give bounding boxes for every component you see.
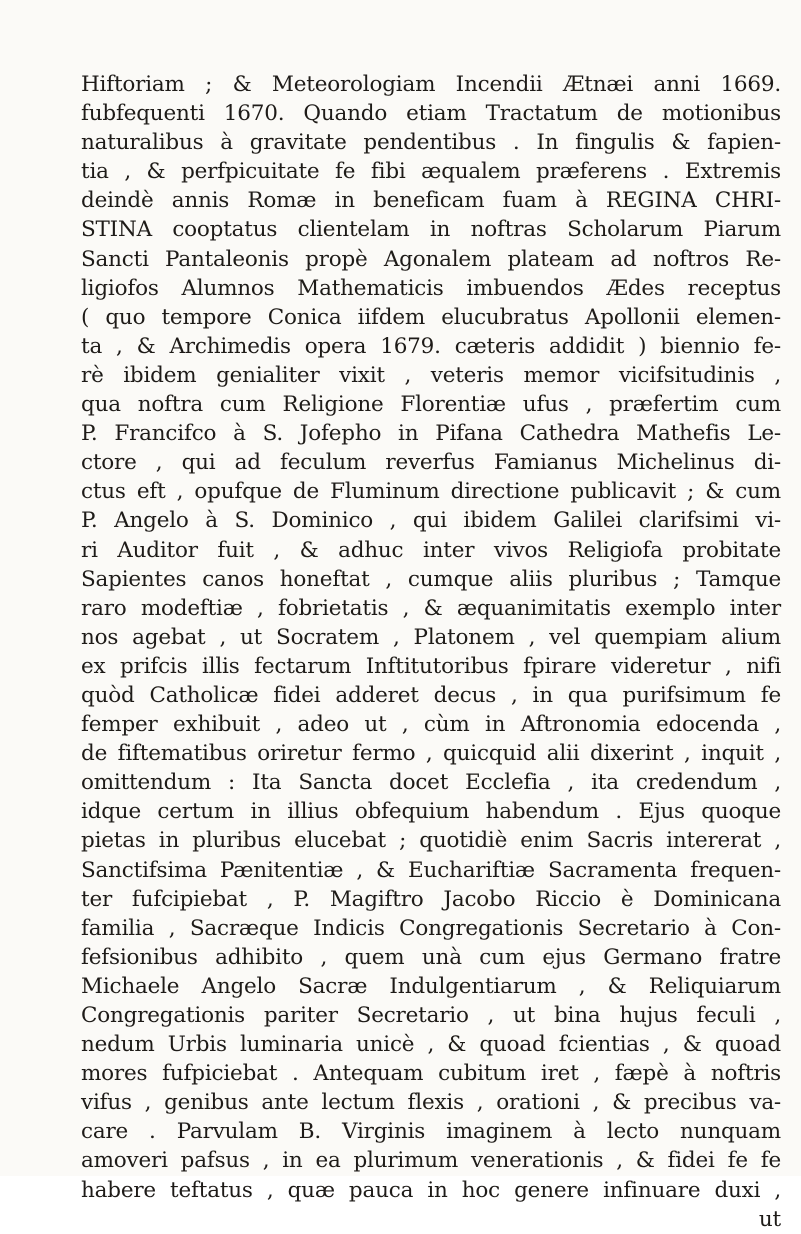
text-line: Hiftoriam ; & Meteorologiam Incendii Ætnæi anni 1669. [81,72,781,97]
text-line: mores fufpiciebat . Antequam cubitum iret , fæpè à noftris [81,1061,781,1087]
text-line: idque certum in illius obfequium habendum . Ejus quoque [81,799,781,825]
text-line: ter fufcipiebat , P. Magiftro Jacobo Riccio è Dominicana [81,886,781,912]
text-line: vifus , genibus ante lectum flexis , orationi , & precibus va- [81,1090,781,1116]
text-line: quòd Catholicæ fidei adderet decus , in qua purifsimum fe [81,682,781,708]
text-line: ( quo tempore Conica iifdem elucubratus Apollonii elemen- [81,304,781,330]
text-line: nos agebat , ut Socratem , Platonem , vel quempiam alium [81,624,781,650]
text-line: pietas in pluribus elucebat ; quotidiè enim Sacris intererat , [81,828,781,854]
text-line: Sapientes canos honeftat , cumque aliis pluribus ; Tamque [81,566,781,592]
catchword: ut [758,1206,781,1232]
text-line: fubfequenti 1670. Quando etiam Tractatum de motionibus [81,101,781,127]
text-line: rè ibidem genialiter vixit , veteris memor vicifsitudinis , [81,362,781,388]
text-line: habere teftatus , quæ pauca in hoc genere infinuare duxi , [81,1177,781,1203]
text-line: omittendum : Ita Sancta docet Ecclefia , ita credendum , [81,770,781,796]
text-line: naturalibus à gravitate pendentibus . In fingulis & fapien- [81,130,781,156]
text-line: Sanctifsima Pænitentiæ , & Euchariftiæ Sacramenta frequen- [81,857,781,883]
text-line: amoveri pafsus , in ea plurimum venerationis , & fidei fe fe [81,1148,781,1174]
text-line: P. Francifco à S. Jofepho in Pifana Cathedra Mathefis Le- [81,421,781,447]
text-line: Sancti Pantaleonis propè Agonalem plateam ad noftros Re- [81,246,781,272]
text-line: Congregationis pariter Secretario , ut bina hujus feculi , [81,1003,781,1028]
body-text [81,70,781,1234]
text-line: ligiofos Alumnos Mathematicis imbuendos Ædes receptus [81,275,781,301]
text-line: raro modeftiæ , fobrietatis , & æquanimitatis exemplo inter [81,595,781,621]
text-line: qua noftra cum Religione Florentiæ ufus , præfertim cum [81,392,781,418]
text-line: ri Auditor fuit , & adhuc inter vivos Religiofa probitate [81,537,781,563]
text-line: Michaele Angelo Sacræ Indulgentiarum , & Reliquiarum [81,973,781,999]
text-line: nedum Urbis luminaria unicè , & quoad fcientias , & quoad [81,1032,781,1058]
text-line: ctore , qui ad feculum reverfus Famianus Michelinus di- [81,450,781,476]
text-line: femper exhibuit , adeo ut , cùm in Aftronomia edocenda , [81,712,781,738]
text-line: de fiftematibus oriretur fermo , quicquid alii dixerint , inquit , [81,741,781,767]
text-line: ta , & Archimedis opera 1679. cæteris addidit ) biennio fe- [81,333,781,359]
text-line: P. Angelo à S. Dominico , qui ibidem Galilei clarifsimi vi- [81,508,781,534]
text-line: fefsionibus adhibito , quem unà cum ejus Germano fratre [81,944,781,970]
text-line: ctus eft , opufque de Fluminum directione publicavit ; & cum [81,479,781,505]
text-line: STINA cooptatus clientelam in noftras Scholarum Piarum [81,217,781,243]
text-line: ex prifcis illis fectarum Inftitutoribus fpirare videretur , nifi [81,653,781,679]
text-line: familia , Sacræque Indicis Congregationis Secretario à Con- [81,915,781,941]
text-line: tia , & perfpicuitate fe fibi æqualem præferens . Extremis [81,159,781,185]
text-line: deindè annis Romæ in beneficam fuam à REGINA CHRI- [81,188,781,214]
text-line: care . Parvulam B. Virginis imaginem à lecto nunquam [81,1119,781,1145]
